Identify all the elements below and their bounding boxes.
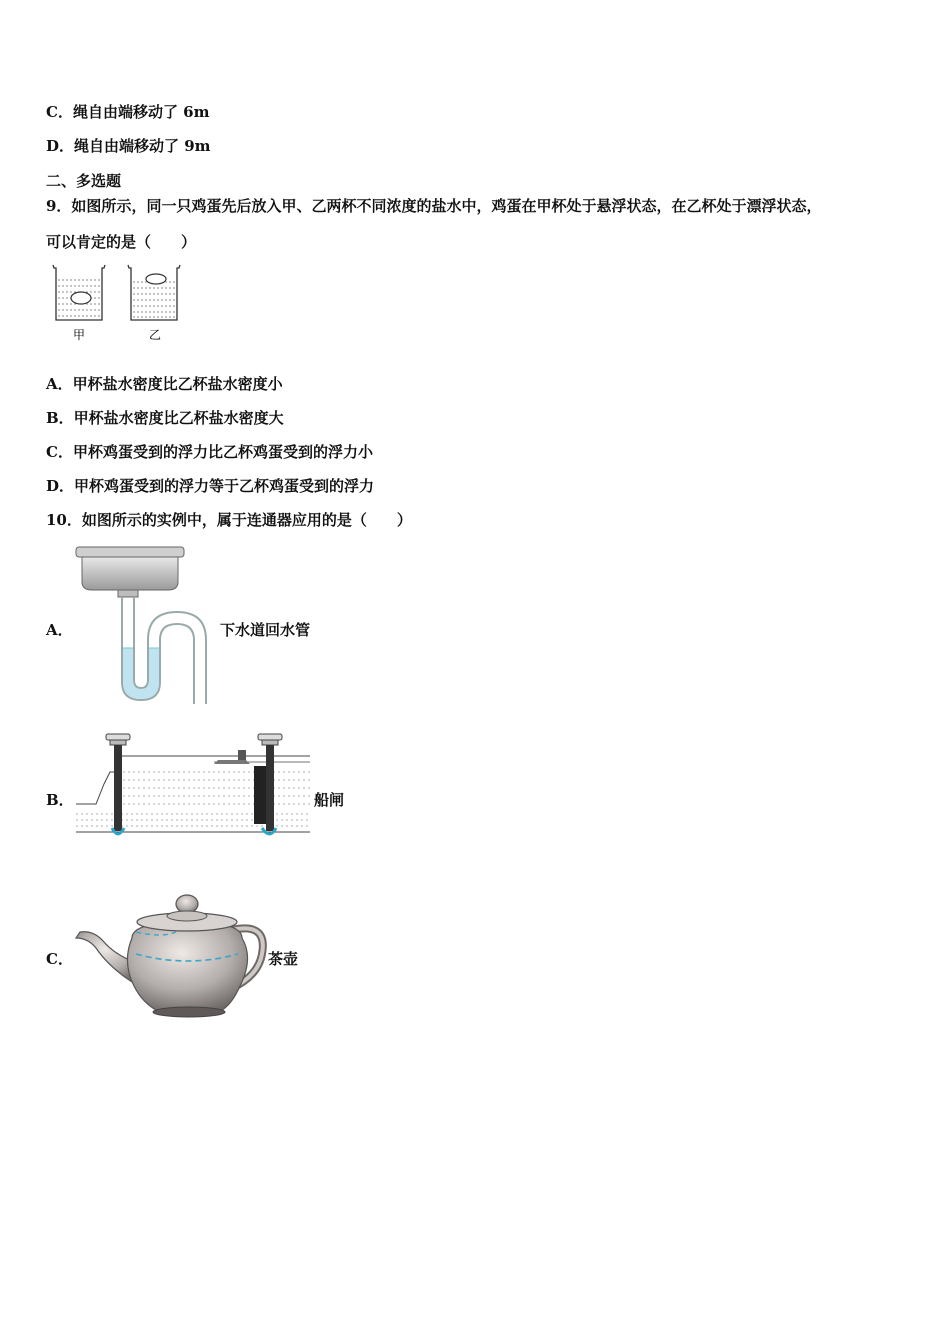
egg-yi [146, 274, 166, 284]
beaker-label-yi: 乙 [149, 328, 162, 342]
egg-jia [71, 292, 91, 304]
q9-option-a: A．甲杯盐水密度比乙杯盐水密度小 [46, 375, 283, 393]
q8-option-d: D．绳自由端移动了 9m [46, 137, 211, 155]
q9-option-b: B．甲杯盐水密度比乙杯盐水密度大 [46, 409, 284, 427]
q8-option-c: C．绳自由端移动了 6m [46, 103, 210, 121]
drain-trap-figure [74, 544, 214, 706]
beaker-label-jia: 甲 [73, 328, 86, 342]
q10-option-b-letter: B． [46, 791, 74, 809]
q9-stem-line1: 9．如图所示，同一只鸡蛋先后放入甲、乙两杯不同浓度的盐水中，鸡蛋在甲杯处于悬浮状态，在乙杯处于漂浮状态， [46, 197, 822, 215]
section-title: 二、多选题 [46, 172, 122, 190]
teapot-figure [72, 892, 272, 1022]
q9-beakers-figure [50, 262, 190, 344]
q10-option-a-letter: A． [46, 621, 73, 639]
ship-lock-figure [74, 728, 314, 844]
beaker-jia [53, 265, 105, 320]
q9-option-c: C．甲杯鸡蛋受到的浮力比乙杯鸡蛋受到的浮力小 [46, 443, 373, 461]
q10-option-c-letter: C． [46, 950, 73, 968]
q9-stem-line2: 可以肯定的是（ ） [46, 233, 197, 251]
q9-option-d: D．甲杯鸡蛋受到的浮力等于乙杯鸡蛋受到的浮力 [46, 477, 375, 495]
q10-option-b-caption: 船闸 [314, 791, 345, 809]
beaker-yi [128, 265, 180, 320]
q10-stem: 10．如图所示的实例中，属于连通器应用的是（ ） [46, 511, 412, 529]
q10-option-a-caption: 下水道回水管 [220, 621, 311, 639]
q10-option-c-caption: 茶壶 [268, 950, 299, 968]
